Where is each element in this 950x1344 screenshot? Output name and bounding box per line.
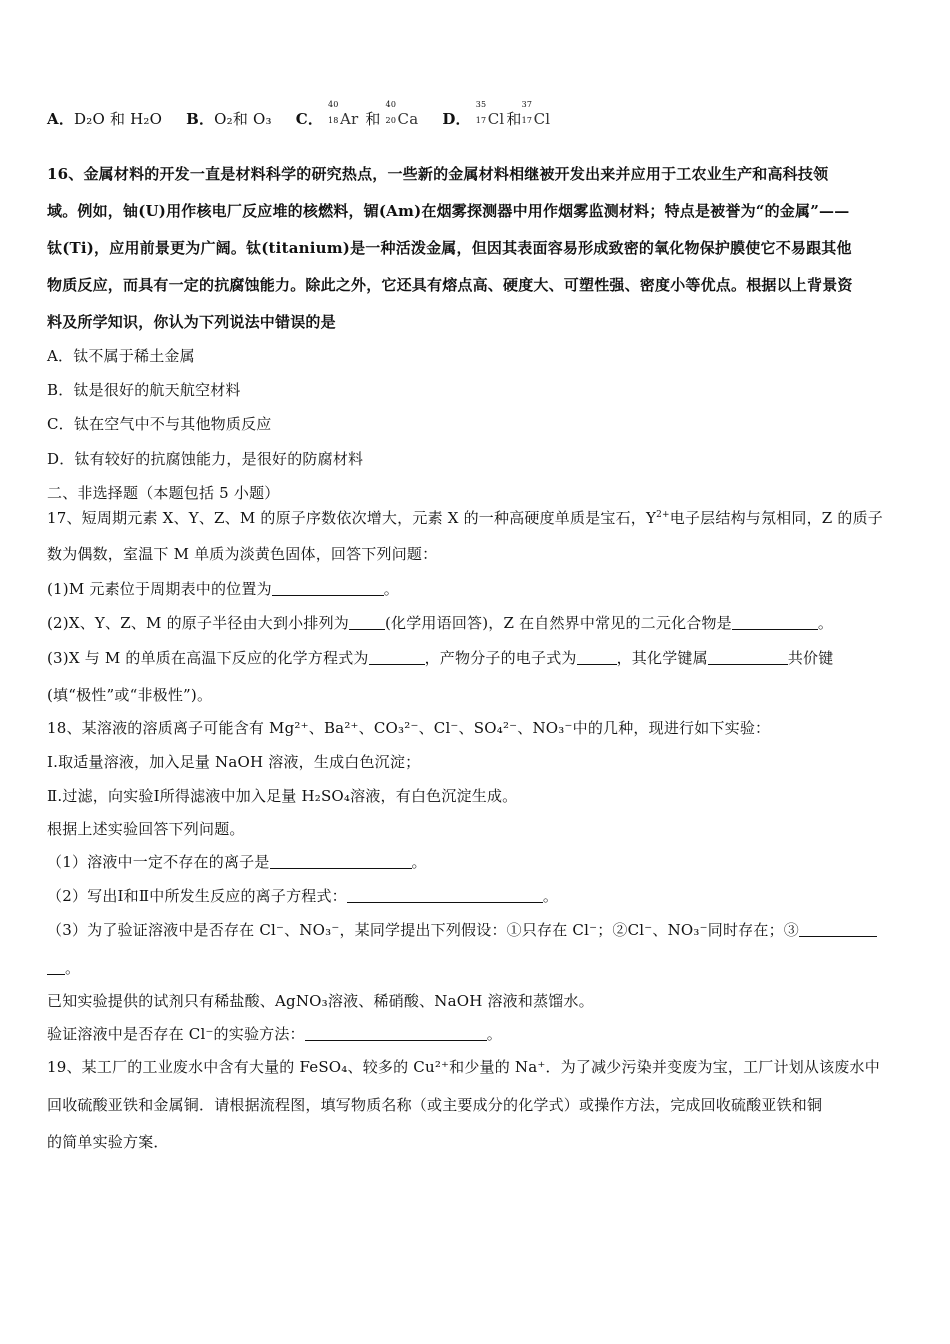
q17-part-3-blank-c[interactable] bbox=[708, 650, 788, 665]
q17-part-3-blank-a[interactable] bbox=[369, 650, 425, 665]
q17-part-2-blank-a[interactable] bbox=[349, 615, 385, 630]
q17-part-3-line-2: (填“极性”或“非极性”)。 bbox=[47, 686, 213, 704]
q18-part-2-blank[interactable] bbox=[347, 888, 543, 903]
q18-part-2: （2）写出Ⅰ和Ⅱ中所发生反应的离子方程式： 。 bbox=[47, 887, 559, 905]
q16-text-line-4: 物质反应，而具有一定的抗腐蚀能力。除此之外，它还具有熔点高、硬度大、可塑性强、密度小等优点。根据以上背景资 bbox=[47, 276, 853, 294]
q15-option-d-label: D． bbox=[442, 110, 471, 128]
q17-part-2-blank-b[interactable] bbox=[732, 615, 818, 630]
q18-method-blank[interactable] bbox=[305, 1026, 487, 1041]
q18-reagents: 已知实验提供的试剂只有稀盐酸、AgNO₃溶液、稀硝酸、NaOH 溶液和蒸馏水。 bbox=[47, 992, 594, 1010]
q19-text-line-2: 回收硫酸亚铁和金属铜．请根据流程图，填写物质名称（或主要成分的化学式）或操作方法，完成回收硫酸亚铁和铜 bbox=[47, 1096, 823, 1114]
q18-part-1-blank[interactable] bbox=[270, 854, 412, 869]
isotope-ar-40: 40 18 Ar bbox=[328, 100, 359, 128]
q18-part-3: （3）为了验证溶液中是否存在 Cl⁻、NO₃⁻，某同学提出下列假设：①只存在 Cl⁻；②Cl⁻、NO₃⁻同时存在；③ bbox=[47, 919, 877, 941]
q17-part-3: (3)X 与 M 的单质在高温下反应的化学方程式为 ，产物分子的电子式为 ，其化学键属 共价键 bbox=[47, 649, 834, 667]
isotope-cl-37: 37 17 Cl bbox=[521, 100, 551, 128]
q16-option-d: D．钛有较好的抗腐蚀能力，是很好的防腐材料 bbox=[47, 450, 364, 468]
q16-text-line-2: 域。例如，铀(U)用作核电厂反应堆的核燃料，镅(Am)在烟雾探测器中用作烟雾监测材料；特点是被誉为“的金属”—— bbox=[47, 202, 850, 220]
isotope-cl-35: 35 17 Cl bbox=[475, 100, 505, 128]
q15-option-d-and: 和 bbox=[506, 110, 522, 128]
q18-text-line-1: 18、某溶液的溶质离子可能含有 Mg²⁺、Ba²⁺、CO₃²⁻、Cl⁻、SO₄²⁻、NO₃⁻中的几种，现进行如下实验： bbox=[47, 719, 771, 737]
q16-option-c: C．钛在空气中不与其他物质反应 bbox=[47, 415, 272, 433]
q16-text-line-3: 钛(Ti)，应用前景更为广阔。钛(titanium)是一种活泼金属，但因其表面容易形成致密的氧化物保护膜使它不易跟其他 bbox=[47, 239, 852, 257]
q17-part-2: (2)X、Y、Z、M 的原子半径由大到小排列为 (化学用语回答)，Z 在自然界中常见的二元化合物是 。 bbox=[47, 614, 834, 632]
q18-part-3-blank-cont[interactable] bbox=[47, 960, 65, 975]
isotope-ca-40: 40 20 Ca bbox=[385, 100, 419, 128]
q18-step-2: Ⅱ.过滤，向实验Ⅰ所得滤液中加入足量 H₂SO₄溶液，有白色沉淀生成。 bbox=[47, 787, 518, 805]
q15-option-b-text: O₂和 O₃ bbox=[214, 110, 272, 128]
q17-part-1: (1)M 元素位于周期表中的位置为 。 bbox=[47, 580, 399, 598]
q18-part-3-blank[interactable] bbox=[799, 922, 877, 937]
q15-options bbox=[47, 100, 552, 130]
q17-text-line-2: 数为偶数，室温下 M 单质为淡黄色固体，回答下列问题： bbox=[47, 545, 438, 563]
q18-method: 验证溶液中是否存在 Cl⁻的实验方法： 。 bbox=[47, 1025, 502, 1043]
q15-option-a-label: A． bbox=[47, 110, 75, 128]
q17-part-3-blank-b[interactable] bbox=[577, 650, 617, 665]
q16-text-line-1: 16、金属材料的开发一直是材料科学的研究热点，一些新的金属材料相继被开发出来并应用于工农业生产和高科技领 bbox=[47, 165, 829, 183]
q15-option-c-label: C． bbox=[295, 110, 324, 128]
q18-part-3-line-2: 。 bbox=[47, 957, 80, 979]
q16-text-line-5: 料及所学知识，你认为下列说法中错误的是 bbox=[47, 313, 336, 331]
q19-text-line-1: 19、某工厂的工业废水中含有大量的 FeSO₄、较多的 Cu²⁺和少量的 Na⁺．为了减少污染并变废为宝，工厂计划从该废水中 bbox=[47, 1058, 880, 1076]
q15-option-a-text: D₂O 和 H₂O bbox=[74, 110, 163, 128]
q15-option-c-and: 和 bbox=[365, 110, 381, 128]
q17-text-line-1: 17、短周期元素 X、Y、Z、M 的原子序数依次增大，元素 X 的一种高硬度单质是宝石，$Y^{2+}$电子层结构与氖相同，Z 的质子 bbox=[47, 509, 883, 527]
q17-part-1-blank[interactable] bbox=[272, 581, 384, 596]
q15-option-b-label: B． bbox=[186, 110, 215, 128]
q18-intro: 根据上述实验回答下列问题。 bbox=[47, 820, 245, 838]
q18-part-1: （1）溶液中一定不存在的离子是 。 bbox=[47, 853, 427, 871]
q19-text-line-3: 的简单实验方案． bbox=[47, 1133, 169, 1151]
q16-option-b: B．钛是很好的航天航空材料 bbox=[47, 381, 241, 399]
q18-step-1: Ⅰ.取适量溶液，加入足量 NaOH 溶液，生成白色沉淀； bbox=[47, 753, 421, 771]
section-2-heading: 二、非选择题（本题包括 5 小题） bbox=[47, 484, 280, 502]
q16-option-a: A．钛不属于稀土金属 bbox=[47, 347, 195, 365]
